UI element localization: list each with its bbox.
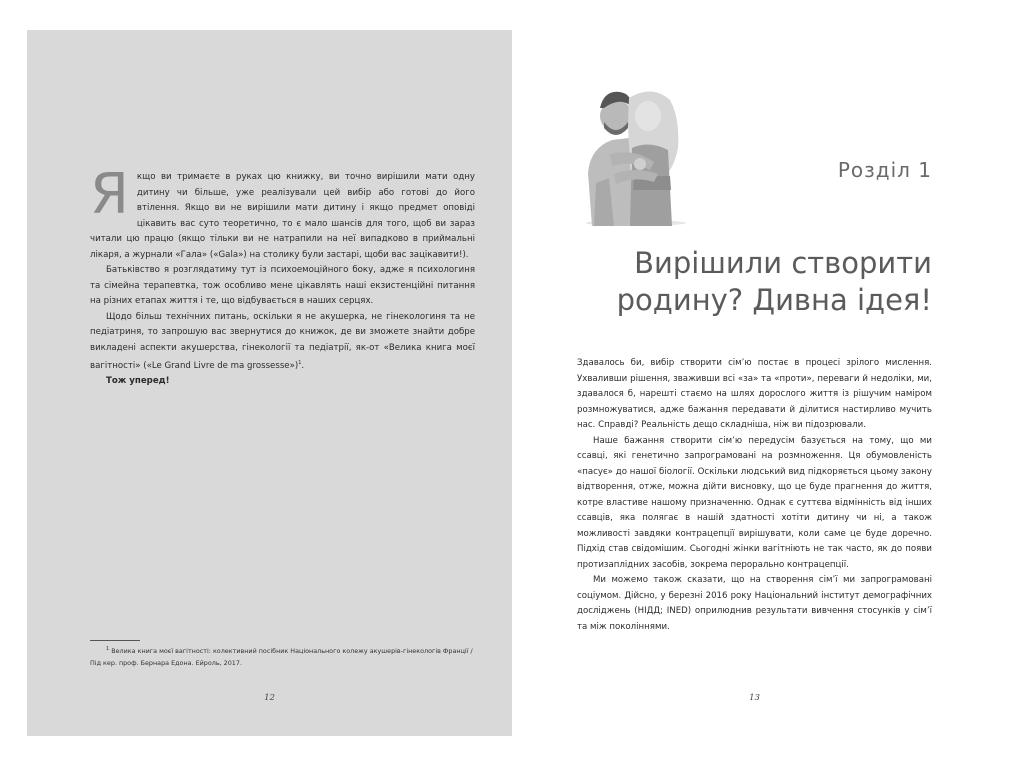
page-number-right: 13: [749, 693, 760, 703]
footnote-text: Велика книга моєї вагітності: колективний посібник Національного колежу акушерів-гінекологів Франції / Під кер. проф. Бернара Едона. Ейроль, 2017.: [90, 647, 473, 668]
drop-cap: Я: [90, 162, 129, 227]
left-page-body: [90, 162, 475, 390]
paragraph-2: Батьківство я розглядатиму тут із психоемоційного боку, адже я психологиня та сімейна терапевтка, тож особливо мене цікавлять наші екзистенційні питання на різних етапах життя і те, що відбувається в наших серцях.: [90, 265, 475, 306]
footnote-number: 1: [106, 646, 110, 652]
footnote-marker: 1: [298, 360, 302, 366]
paragraph-2: Наше бажання створити сім’ю передусім базується на тому, що ми ссавці, які генетично запрограмовані на розмноження. Ця обумовленість «пасує» до нашої біології. Оскільки людський вид підкоряється цьому закону відтворення, отже, можна дійти висновку, що це буде прагнення до життя, котре властиве нашому призначенню. Однак є суттєва відмінність від інших ссавців, яка полягає в нашій здатності хотіти дитину чи ні, а також можливості завдяки контрацепції вирішувати, коли саме це буде доречно. Підхід став свідомішим. Сьогодні жінки вагітніють не так часто, як до появи протизаплідних засобів, зокрема перорально контрацепції.: [577, 435, 932, 570]
left-page: [27, 30, 512, 736]
paragraph-1: Здавалось би, вибір створити сім’ю постає в процесі зрілого мислення. Ухваливши рішення, зваживши всі «за» та «проти», переваги й недоліки, ми, здавалося б, нарешті стаємо на шлях дорослого життя із рішучим наміром розмножуватися, адже бажання передавати й ділитися настирливо мучить нас. Справді? Реальність дещо складніша, ніж ви підозрювали.: [577, 358, 932, 430]
couple-illustration: [574, 78, 699, 226]
paragraph-3-end: .: [301, 360, 305, 371]
chapter-label: Розділ 1: [837, 158, 932, 182]
closing-line: Тож уперед!: [106, 376, 170, 387]
paragraph-1-text: кщо ви тримаєте в руках цю книжку, ви точно вирішили мати одну дитину чи більше, уже реалізували цей вибір або готові до його втілення. Якщо ви не вирішили мати дитину і якщо предмет оповіді цікавить вас суто теоретично, то є мало шансів для того, щоб ви зараз читали цю працю (якщо тільки ви не натрапили на неї випадково в приймальні лікаря, а журнали «Гала» («Gala») на столику були застарі, щоби вас зацікавити!).: [90, 172, 475, 260]
footnote: [90, 643, 475, 669]
right-page: [512, 30, 997, 736]
page-number-left: 12: [264, 693, 275, 703]
footnote-divider: [90, 640, 140, 641]
right-page-body: [577, 356, 932, 635]
paragraph-3: Ми можемо також сказати, що на створення сім’ї ми запрограмовані соціумом. Дійсно, у березні 2016 року Національний інститут демографічних досліджень (НІДД; INED) оприлюднив результати вивчення стосунків у сім’ї та між поколіннями.: [577, 575, 932, 632]
paragraph-1: [90, 162, 475, 263]
paragraph-3-text: Щодо більш технічних питань, оскільки я не акушерка, не гінекологиня та не педіатриня, то запрошую вас звернутися до книжок, де ви зможете знайти добре викладені аспекти акушерства, гінекології та педіатрії, як-от «Велика книга моєї вагітності» («Le Grand Livre de ma grossesse»): [90, 311, 475, 371]
chapter-title: Вирішили створити родину? Дивна ідея!: [616, 246, 932, 317]
paragraph-3: [90, 310, 475, 375]
